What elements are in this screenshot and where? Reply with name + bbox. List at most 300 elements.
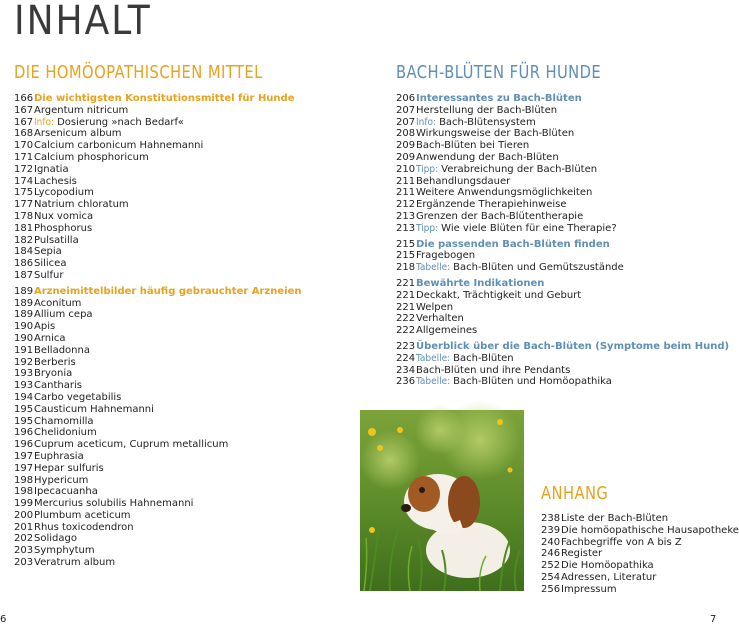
section-heading-homoeopathie: DIE HOMÖOPATHISCHEN MITTEL (14, 62, 263, 83)
toc-page-number: 221 (396, 277, 416, 289)
toc-page-number: 223 (396, 340, 416, 352)
toc-entry-text (34, 380, 82, 392)
toc-entry-title: Fragebogen (416, 250, 476, 262)
toc-entry[interactable] (14, 298, 344, 310)
toc-entry[interactable] (14, 357, 344, 369)
toc-entry[interactable] (14, 439, 344, 451)
toc-entry-title: Lycopodium (34, 187, 94, 199)
toc-entry-text (34, 545, 95, 557)
toc-entry-text (34, 258, 66, 270)
toc-entry-label: Tipp: (416, 222, 439, 234)
toc-entry-label: Info: (416, 116, 437, 128)
toc-entry[interactable] (396, 223, 720, 235)
toc-chapter-heading[interactable] (396, 340, 730, 353)
toc-entry-title: Lachesis (34, 175, 77, 187)
toc-entry[interactable] (14, 486, 344, 498)
toc-entry-title: Die passenden Bach-Blüten finden (416, 238, 610, 250)
section-heading-bach-blueten: BACH-BLÜTEN FÜR HUNDE (396, 62, 602, 83)
toc-page-number: 211 (396, 187, 416, 199)
toc-entry[interactable] (14, 235, 344, 247)
toc-page-number: 193 (14, 380, 34, 392)
toc-page-number: 193 (14, 368, 34, 380)
toc-entry-title: Berberis (34, 356, 76, 368)
toc-chapter-heading[interactable] (396, 278, 720, 290)
toc-page-number: 212 (396, 199, 416, 211)
toc-entry-title: Carbo vegetabilis (34, 391, 122, 403)
toc-entry[interactable] (396, 302, 720, 314)
toc-entry[interactable] (14, 309, 344, 321)
toc-page-number: 246 (541, 548, 561, 560)
toc-entry-title: Bewährte Indikationen (416, 277, 545, 289)
toc-entry-text (561, 584, 617, 596)
toc-entry-text (416, 164, 597, 176)
toc-entry-text (416, 187, 592, 199)
toc-entry-title: Arzneimittelbilder häufig gebrauchter Arzneien (34, 285, 302, 297)
toc-page-number: 186 (14, 258, 34, 270)
toc-page-number: 197 (14, 462, 34, 474)
toc-entry-text (561, 572, 656, 584)
toc-entry[interactable] (14, 498, 344, 510)
toc-entry-title: Phosphorus (34, 222, 93, 234)
toc-page-number: 236 (396, 376, 416, 388)
toc-page-number: 177 (14, 199, 34, 211)
toc-entry-title: Hepar sulfuris (34, 462, 104, 474)
toc-entry-title: Wirkungsweise der Bach-Blüten (416, 128, 575, 140)
toc-page-number: 172 (14, 163, 34, 175)
toc-entry-title: Natrium chloratum (34, 199, 129, 211)
toc-page-number: 207 (396, 104, 416, 116)
toc-entry[interactable] (396, 250, 720, 262)
toc-entry-title: Pulsatilla (34, 234, 79, 246)
toc-entry[interactable] (396, 140, 720, 152)
toc-page-number: 166 (14, 93, 34, 104)
toc-entry-text (34, 176, 77, 188)
toc-entry-text (34, 321, 55, 333)
toc-entry[interactable] (14, 427, 344, 439)
toc-entry-title: Apis (34, 321, 56, 333)
toc-entry-title: Silicea (34, 258, 67, 270)
toc-entry-text (416, 211, 583, 223)
toc-page-number: 221 (396, 301, 416, 313)
toc-page-number: 213 (396, 222, 416, 234)
toc-page-number: 184 (14, 246, 34, 258)
toc-entry-title: Veratrum album (34, 557, 116, 569)
page-title: INHALT (14, 0, 152, 44)
toc-entry-title: Bach-Blüten und Gemütszustände (453, 262, 624, 274)
toc-page-number: 239 (541, 524, 561, 536)
toc-entry[interactable] (541, 584, 720, 596)
toc-entry-title: Argentum nitricum (34, 104, 129, 116)
toc-entry-text (34, 345, 90, 357)
toc-entry[interactable] (14, 557, 344, 569)
toc-entry[interactable] (14, 140, 344, 152)
toc-entry[interactable] (14, 246, 344, 258)
toc-entry-text (34, 286, 302, 298)
toc-page-number: 191 (14, 344, 34, 356)
toc-entry-text (416, 250, 475, 262)
toc-entry-text (34, 211, 93, 223)
toc-entry-title: Nux vomica (34, 210, 94, 222)
toc-entry-title: Fachbegriffe von A bis Z (561, 536, 682, 548)
toc-entry-title: Chamomilla (34, 415, 94, 427)
toc-chapter-heading[interactable] (14, 286, 344, 298)
toc-entry[interactable] (541, 537, 720, 549)
toc-entry[interactable] (14, 223, 344, 235)
toc-entry-title: Plumbum aceticum (34, 509, 131, 521)
toc-entry-label: Tabelle: (416, 262, 451, 274)
toc-entry-text (34, 246, 62, 258)
toc-page-number: 215 (396, 250, 416, 262)
toc-entry-text (561, 537, 682, 549)
toc-entry[interactable] (396, 176, 720, 188)
toc-entry-title: Hypericum (34, 474, 89, 486)
puppy-photo (360, 410, 524, 591)
toc-entry[interactable] (14, 368, 344, 380)
toc-entry-text (34, 368, 72, 380)
toc-entry-title: Ergänzende Therapiehinweise (416, 199, 567, 211)
toc-entry-title: Dosierung »nach Bedarf« (57, 116, 184, 128)
toc-entry[interactable] (14, 475, 344, 487)
toc-entry[interactable] (14, 176, 344, 188)
toc-entry-title: Cuprum aceticum, Cuprum metallicum (34, 439, 229, 451)
toc-entry-text (34, 498, 193, 510)
toc-entry-text (34, 140, 203, 152)
toc-entry-text (416, 365, 570, 377)
toc-page-number: 198 (14, 486, 34, 498)
toc-entry-title: Rhus toxicodendron (34, 521, 134, 533)
toc-page-number: 234 (396, 364, 416, 376)
toc-entry-title: Bach-Blüten (453, 352, 514, 364)
toc-page-number: 218 (396, 262, 416, 274)
toc-entry-title: Arnica (34, 332, 66, 344)
toc-page-number: 238 (541, 513, 561, 524)
toc-entry-text (34, 298, 81, 310)
toc-page-number: 182 (14, 234, 34, 246)
toc-entry-title: Allium cepa (34, 309, 93, 321)
toc-page-number: 199 (14, 498, 34, 510)
toc-entry[interactable] (396, 117, 720, 129)
toc-page-number: 210 (396, 163, 416, 175)
toc-entry-title: Interessantes zu Bach-Blüten (416, 93, 582, 104)
toc-entry[interactable] (396, 187, 720, 199)
toc-page-number: 168 (14, 128, 34, 140)
toc-entry-text (34, 510, 131, 522)
toc-entry-text (416, 199, 567, 211)
toc-entry[interactable] (396, 152, 720, 164)
toc-entry-title: Sepia (34, 246, 62, 258)
toc-entry-title: Überblick über die Bach-Blüten (Symptome beim Hund) (416, 340, 730, 352)
toc-page-number: 192 (14, 356, 34, 368)
toc-entry-title: Causticum Hahnemanni (34, 403, 154, 415)
toc-page-number: 202 (14, 533, 34, 545)
toc-entry-text (34, 105, 128, 117)
toc-page-number: 175 (14, 187, 34, 199)
toc-entry-title: Belladonna (34, 344, 90, 356)
toc-page-number: 195 (14, 403, 34, 415)
toc-entry-title: Bach-Blüten und ihre Pendants (416, 364, 571, 376)
toc-entry-text (416, 223, 617, 235)
toc-entry-text (34, 199, 129, 211)
toc-entry-text (561, 548, 602, 560)
toc-page-number: 203 (14, 545, 34, 557)
toc-page-number: 203 (14, 557, 34, 569)
toc-page-number: 213 (396, 210, 416, 222)
toc-page-number: 197 (14, 450, 34, 462)
toc-entry-title: Bach-Blüten bei Tieren (416, 140, 530, 152)
toc-entry-text (34, 533, 77, 545)
toc-entry-text (34, 486, 98, 498)
toc-entry-text (416, 341, 729, 353)
toc-entry[interactable] (14, 199, 344, 211)
toc-page-number: 171 (14, 151, 34, 163)
toc-entry-title: Deckakt, Trächtigkeit und Geburt (416, 289, 582, 301)
toc-entry[interactable] (396, 353, 720, 365)
toc-entry[interactable] (541, 524, 739, 537)
toc-entry[interactable] (396, 199, 720, 211)
toc-entry-text (416, 117, 536, 129)
toc-entry-label: Info: (34, 116, 55, 128)
toc-entry[interactable] (396, 325, 720, 337)
toc-entry[interactable] (14, 321, 344, 333)
toc-entry-text (416, 262, 624, 274)
toc-page-number: 174 (14, 175, 34, 187)
toc-entry[interactable] (14, 451, 344, 463)
toc-page-number: 254 (541, 571, 561, 583)
toc-page-number: 208 (396, 128, 416, 140)
toc-entry-title: Bach-Blüten und Homöopathika (453, 376, 612, 388)
toc-entry-label: Tabelle: (416, 376, 451, 388)
toc-entry-title: Welpen (416, 301, 454, 313)
toc-entry[interactable] (14, 105, 344, 117)
toc-chapter-heading[interactable] (14, 93, 344, 105)
toc-entry[interactable] (396, 262, 720, 274)
toc-entry-text (416, 302, 453, 314)
toc-entry-text (416, 239, 610, 251)
toc-entry-text (34, 439, 228, 451)
toc-entry[interactable] (14, 128, 344, 140)
toc-page-number: 224 (396, 352, 416, 364)
section-heading-anhang: ANHANG (541, 483, 609, 504)
toc-page-number: 167 (14, 104, 34, 116)
toc-entry[interactable] (396, 376, 720, 388)
toc-entry-text (34, 557, 115, 569)
toc-entry-text (416, 376, 612, 388)
toc-entry-text (34, 475, 88, 487)
toc-entry-title: Liste der Bach-Blüten (561, 513, 669, 524)
toc-entry-text (416, 128, 574, 140)
toc-entry-title: Die homöopathische Hausapotheke (561, 524, 739, 536)
toc-entry[interactable] (14, 333, 344, 345)
toc-entry-title: Mercurius solubilis Hahnemanni (34, 498, 194, 510)
toc-entry-title: Verhalten (416, 313, 464, 325)
toc-entry[interactable] (14, 258, 344, 270)
toc-page-number: 189 (14, 309, 34, 321)
toc-entry[interactable] (14, 164, 344, 176)
page-number-right: 7 (710, 614, 717, 625)
toc-entry-title: Cantharis (34, 380, 82, 392)
toc-entry[interactable] (14, 117, 344, 129)
toc-page-number: 211 (396, 175, 416, 187)
toc-list-bach-blueten (396, 93, 730, 388)
toc-page-number: 215 (396, 238, 416, 250)
toc-entry[interactable] (14, 533, 344, 545)
toc-entry-title: Verabreichung der Bach-Blüten (441, 163, 598, 175)
toc-entry-title: Ipecacuanha (34, 486, 98, 498)
toc-entry-title: Allgemeines (416, 325, 478, 337)
toc-entry-title: Aconitum (34, 297, 82, 309)
toc-entry[interactable] (396, 313, 720, 325)
toc-entry[interactable] (14, 380, 344, 392)
toc-page-number: 222 (396, 313, 416, 325)
toc-entry-label: Tabelle: (416, 352, 451, 364)
toc-entry-text (34, 164, 69, 176)
toc-entry-title: Die Homöopathika (561, 560, 654, 572)
toc-page-number: 209 (396, 140, 416, 152)
toc-entry-text (34, 309, 93, 321)
toc-entry-text (34, 270, 63, 282)
toc-page-number: 201 (14, 521, 34, 533)
toc-entry[interactable] (541, 513, 720, 525)
toc-entry-text (34, 451, 84, 463)
toc-entry-title: Adressen, Literatur (561, 571, 657, 583)
toc-entry-text (34, 187, 94, 199)
toc-entry-text (561, 513, 668, 525)
toc-entry-title: Symphytum (34, 545, 95, 557)
toc-entry-title: Weitere Anwendungsmöglichkeiten (416, 187, 593, 199)
toc-entry[interactable] (14, 270, 344, 282)
toc-entry-text (34, 416, 94, 428)
toc-entry-text (34, 522, 134, 534)
toc-chapter-heading[interactable] (396, 239, 720, 251)
toc-entry-text (34, 463, 104, 475)
toc-entry[interactable] (14, 345, 344, 357)
toc-entry-text (416, 152, 559, 164)
toc-entry-title: Calcium phosphoricum (34, 151, 149, 163)
toc-page-number: 194 (14, 391, 34, 403)
toc-entry[interactable] (14, 463, 344, 475)
toc-entry[interactable] (14, 510, 344, 522)
toc-list-anhang (541, 513, 739, 596)
toc-page-number: 195 (14, 415, 34, 427)
toc-page-number: 221 (396, 289, 416, 301)
toc-page-number: 187 (14, 269, 34, 281)
toc-entry-text (34, 152, 149, 164)
toc-page-number: 240 (541, 536, 561, 548)
toc-page-number: 252 (541, 560, 561, 572)
toc-entry[interactable] (396, 290, 720, 302)
toc-entry-title: Ignatia (34, 163, 69, 175)
toc-page-number: 206 (396, 93, 416, 104)
toc-entry-text (34, 235, 79, 247)
toc-entry[interactable] (14, 187, 344, 199)
toc-entry-text (416, 278, 544, 290)
toc-entry-title: Behandlungsdauer (416, 175, 511, 187)
toc-entry[interactable] (396, 211, 720, 223)
toc-entry-text (561, 560, 654, 572)
toc-entry[interactable] (14, 152, 344, 164)
toc-entry[interactable] (396, 128, 720, 140)
toc-entry-text (34, 117, 184, 129)
toc-entry-text (34, 427, 97, 439)
toc-entry-title: Arsenicum album (34, 128, 122, 140)
toc-entry[interactable] (396, 164, 720, 176)
toc-page-number: 200 (14, 509, 34, 521)
toc-page-number: 198 (14, 474, 34, 486)
toc-entry-text (34, 128, 122, 140)
toc-entry-label: Tipp: (416, 163, 439, 175)
toc-entry-title: Die wichtigsten Konstitutionsmittel für Hunde (34, 93, 295, 104)
toc-entry-title: Euphrasia (34, 450, 84, 462)
toc-page-number: 196 (14, 439, 34, 451)
toc-page-number: 167 (14, 116, 34, 128)
toc-page-number: 209 (396, 151, 416, 163)
toc-page-number: 190 (14, 332, 34, 344)
toc-entry-text (34, 392, 121, 404)
toc-entry-text (34, 404, 154, 416)
toc-entry-text (416, 105, 557, 117)
toc-entry[interactable] (14, 392, 344, 404)
toc-entry-text (416, 290, 581, 302)
toc-page-number: 196 (14, 427, 34, 439)
toc-page-number: 178 (14, 210, 34, 222)
toc-chapter-heading[interactable] (396, 93, 720, 105)
toc-entry[interactable] (14, 404, 344, 416)
toc-entry-title: Sulfur (34, 269, 64, 281)
toc-entry-text (416, 140, 529, 152)
toc-entry-text (34, 93, 295, 105)
toc-entry[interactable] (14, 211, 344, 223)
toc-entry-title: Impressum (561, 583, 617, 595)
toc-entry-text (34, 357, 76, 369)
toc-entry-title: Bach-Blütensystem (439, 116, 536, 128)
toc-page-number: 256 (541, 583, 561, 595)
toc-entry[interactable] (541, 560, 720, 572)
toc-entry-title: Calcium carbonicum Hahnemanni (34, 140, 204, 152)
toc-entry-title: Wie viele Blüten für eine Therapie? (441, 222, 617, 234)
toc-entry-text (416, 353, 514, 365)
toc-entry[interactable] (396, 365, 720, 377)
page-number-left: 6 (0, 614, 7, 625)
toc-entry-text (34, 333, 66, 345)
toc-entry[interactable] (541, 548, 720, 560)
toc-page-number: 170 (14, 140, 34, 152)
toc-entry-title: Register (561, 548, 603, 560)
toc-entry-title: Solidago (34, 533, 77, 545)
toc-entry[interactable] (14, 522, 344, 534)
toc-entry-title: Chelidonium (34, 427, 97, 439)
toc-entry-title: Herstellung der Bach-Blüten (416, 104, 558, 116)
toc-page-number: 190 (14, 321, 34, 333)
toc-entry[interactable] (14, 416, 344, 428)
toc-entry-text (561, 525, 739, 537)
toc-list-homoeopathie (14, 93, 344, 569)
toc-page-number: 181 (14, 222, 34, 234)
toc-entry-title: Grenzen der Bach-Blütentherapie (416, 210, 584, 222)
toc-page-number: 189 (14, 285, 34, 297)
toc-entry-text (416, 325, 477, 337)
toc-page-number: 207 (396, 116, 416, 128)
toc-page-number: 189 (14, 297, 34, 309)
toc-entry-text (416, 93, 582, 105)
toc-entry-text (34, 223, 92, 235)
toc-entry-text (416, 313, 464, 325)
toc-page-number: 222 (396, 325, 416, 337)
toc-entry-title: Anwendung der Bach-Blüten (416, 151, 559, 163)
toc-entry-title: Bryonia (34, 368, 73, 380)
toc-entry[interactable] (541, 572, 720, 584)
toc-entry[interactable] (14, 545, 344, 557)
toc-entry[interactable] (396, 105, 720, 117)
